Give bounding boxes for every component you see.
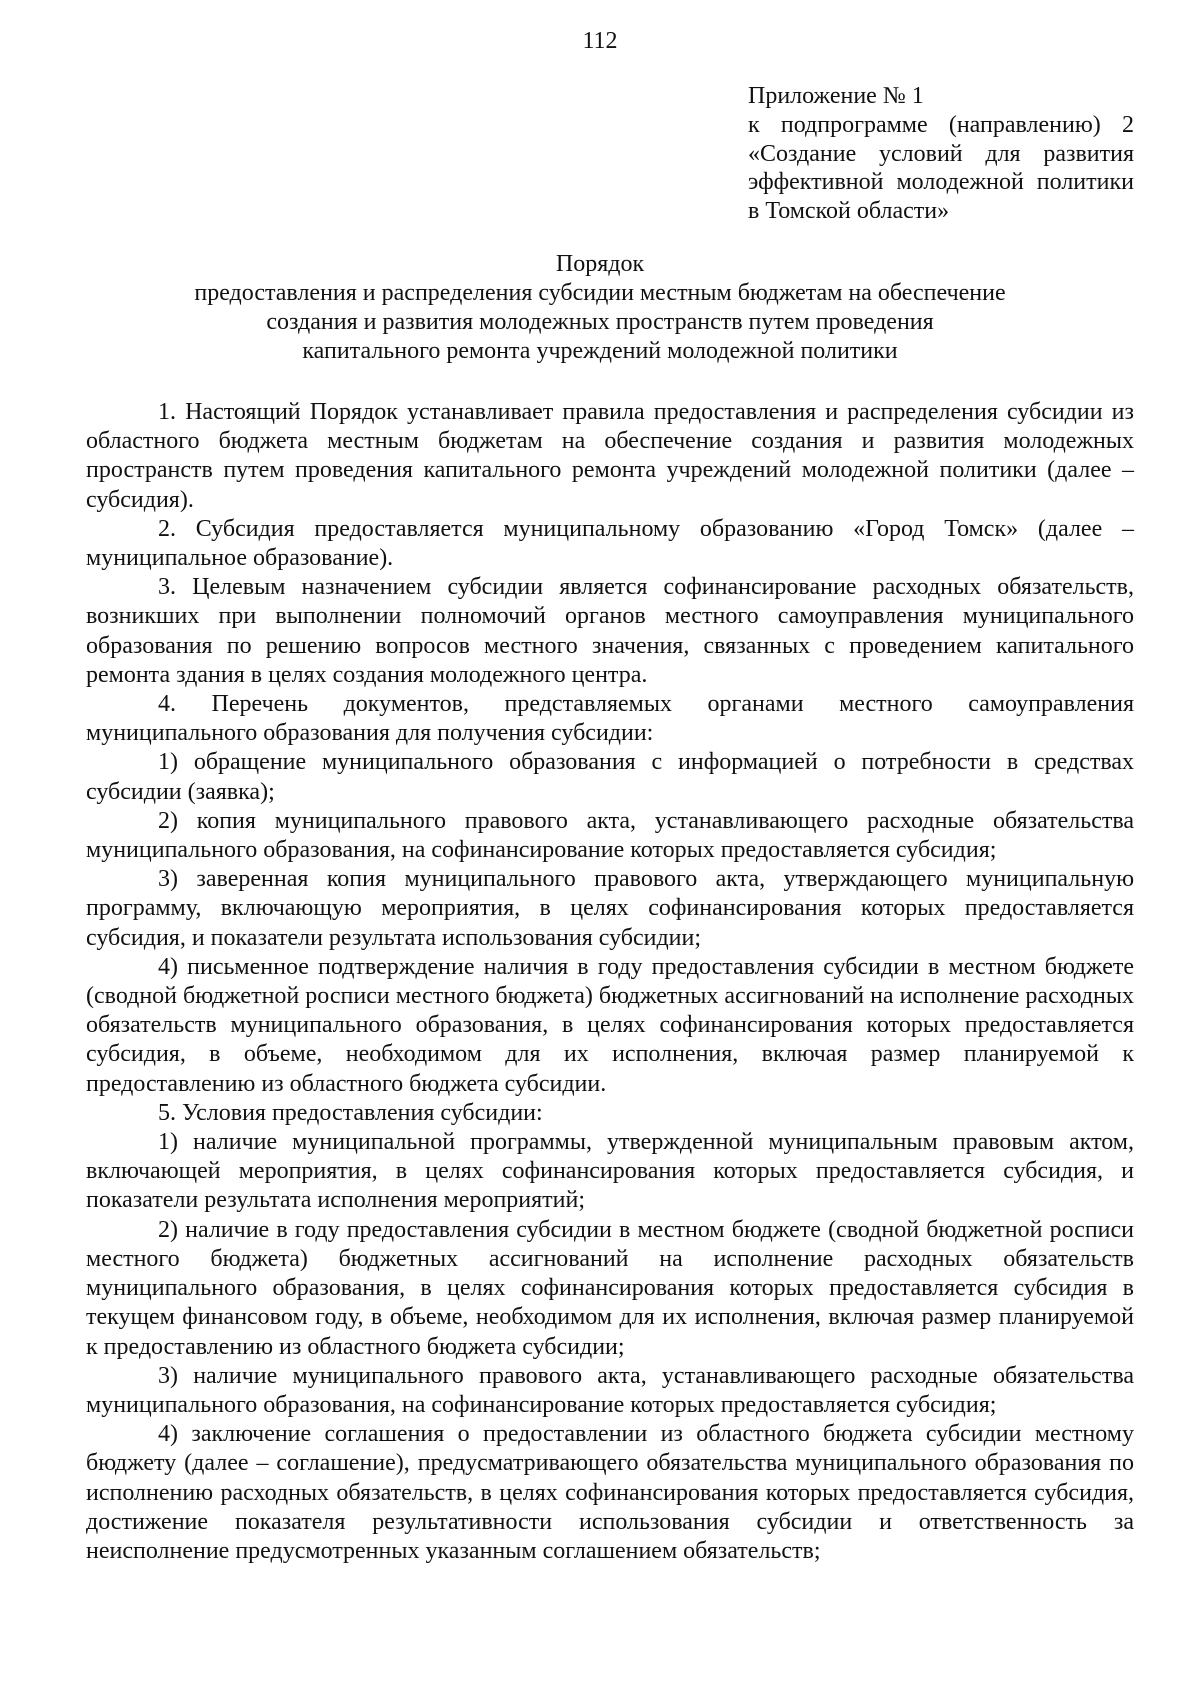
- document-heading: [100, 250, 1100, 366]
- paragraph: 3. Целевым назначением субсидии является софинансирование расходных обязательств, возникших при выполнении полномочий органов местного самоуправления муниципального образования по решению вопросов местного значения, связанных с проведением капитального ремонта здания в целях создания молодежного центра.: [86, 574, 1134, 688]
- document-body: [86, 398, 1134, 1566]
- document-subtitle-line: создания и развития молодежных пространств путем проведения: [266, 309, 934, 335]
- paragraph: 2) копия муниципального правового акта, устанавливающего расходные обязательства муниципального образования, на софинансирование которых предоставляется субсидия;: [86, 807, 1134, 864]
- paragraph: 1. Настоящий Порядок устанавливает правила предоставления и распределения субсидии из областного бюджета местным бюджетам на обеспечение создания и развития молодежных пространств путем проведения капитального ремонта учреждений молодежной политики (далее – субсидия).: [86, 399, 1134, 513]
- document-title: Порядок: [555, 251, 645, 277]
- paragraph: 4) заключение соглашения о предоставлении из областного бюджета субсидии местному бюджету (далее – соглашение), предусматривающего обязательства муниципального образования по исполнению расходных обязательств, в целях софинансирования которых предоставляется субсидия, достижение показателя результативности использования субсидии и ответственность за неисполнение предусмотренных указанным соглашением обязательств;: [86, 1421, 1134, 1564]
- paragraph: 5. Условия предоставления субсидии:: [158, 1099, 543, 1126]
- page-number: 112: [582, 28, 618, 54]
- paragraph: 2. Субсидия предоставляется муниципальному образованию «Город Томск» (далее – муниципальное образование).: [86, 515, 1134, 572]
- paragraph: 4. Перечень документов, представляемых органами местного самоуправления муниципального образования для получения субсидии:: [86, 691, 1134, 747]
- appendix-line: к подпрограмме (направлению) 2: [748, 111, 1134, 138]
- paragraph: 2) наличие в году предоставления субсидии в местном бюджете (сводной бюджетной росписи местного бюджета) бюджетных ассигнований на исполнение расходных обязательств муниципального образования, в целях софинансирования которых предоставляется субсидия в текущем финансовом году, в объеме, необходимом для их исполнения, включая размер планируемой к предоставлению из областного бюджета субсидии;: [86, 1216, 1134, 1360]
- document-subtitle-line: предоставления и распределения субсидии местным бюджетам на обеспечение: [194, 280, 1006, 306]
- paragraph: 3) заверенная копия муниципального правового акта, утверждающего муниципальную программу, включающую мероприятия, в целях софинансирования которых предоставляется субсидия, и показатели результата использования субсидии;: [86, 866, 1134, 951]
- appendix-line: «Создание условий для развития: [748, 140, 1134, 167]
- paragraph: 1) обращение муниципального образования с информацией о потребности в средствах субсидии (заявка);: [86, 749, 1134, 805]
- paragraph: 4) письменное подтверждение наличия в году предоставления субсидии в местном бюджете (сводной бюджетной росписи местного бюджета) бюджетных ассигнований на исполнение расходных обязательств муниципального образования, в целях софинансирования которых предоставляется субсидия, в объеме, необходимом для их исполнения, включая размер планируемой к предоставлению из областного бюджета субсидии.: [86, 953, 1134, 1097]
- appendix-line: эффективной молодежной политики: [748, 169, 1134, 196]
- appendix-header: [748, 82, 1134, 226]
- document-subtitle-line: капитального ремонта учреждений молодежной политики: [302, 338, 898, 364]
- paragraph: 3) наличие муниципального правового акта, устанавливающего расходные обязательства муниципального образования, на софинансирование которых предоставляется субсидия;: [86, 1362, 1134, 1418]
- paragraph: 1) наличие муниципальной программы, утвержденной муниципальным правовым актом, включающей мероприятия, в целях софинансирования которых предоставляется субсидия, и показатели результата исполнения мероприятий;: [86, 1129, 1134, 1214]
- appendix-line: в Томской области»: [748, 198, 950, 225]
- appendix-line: Приложение № 1: [748, 83, 924, 109]
